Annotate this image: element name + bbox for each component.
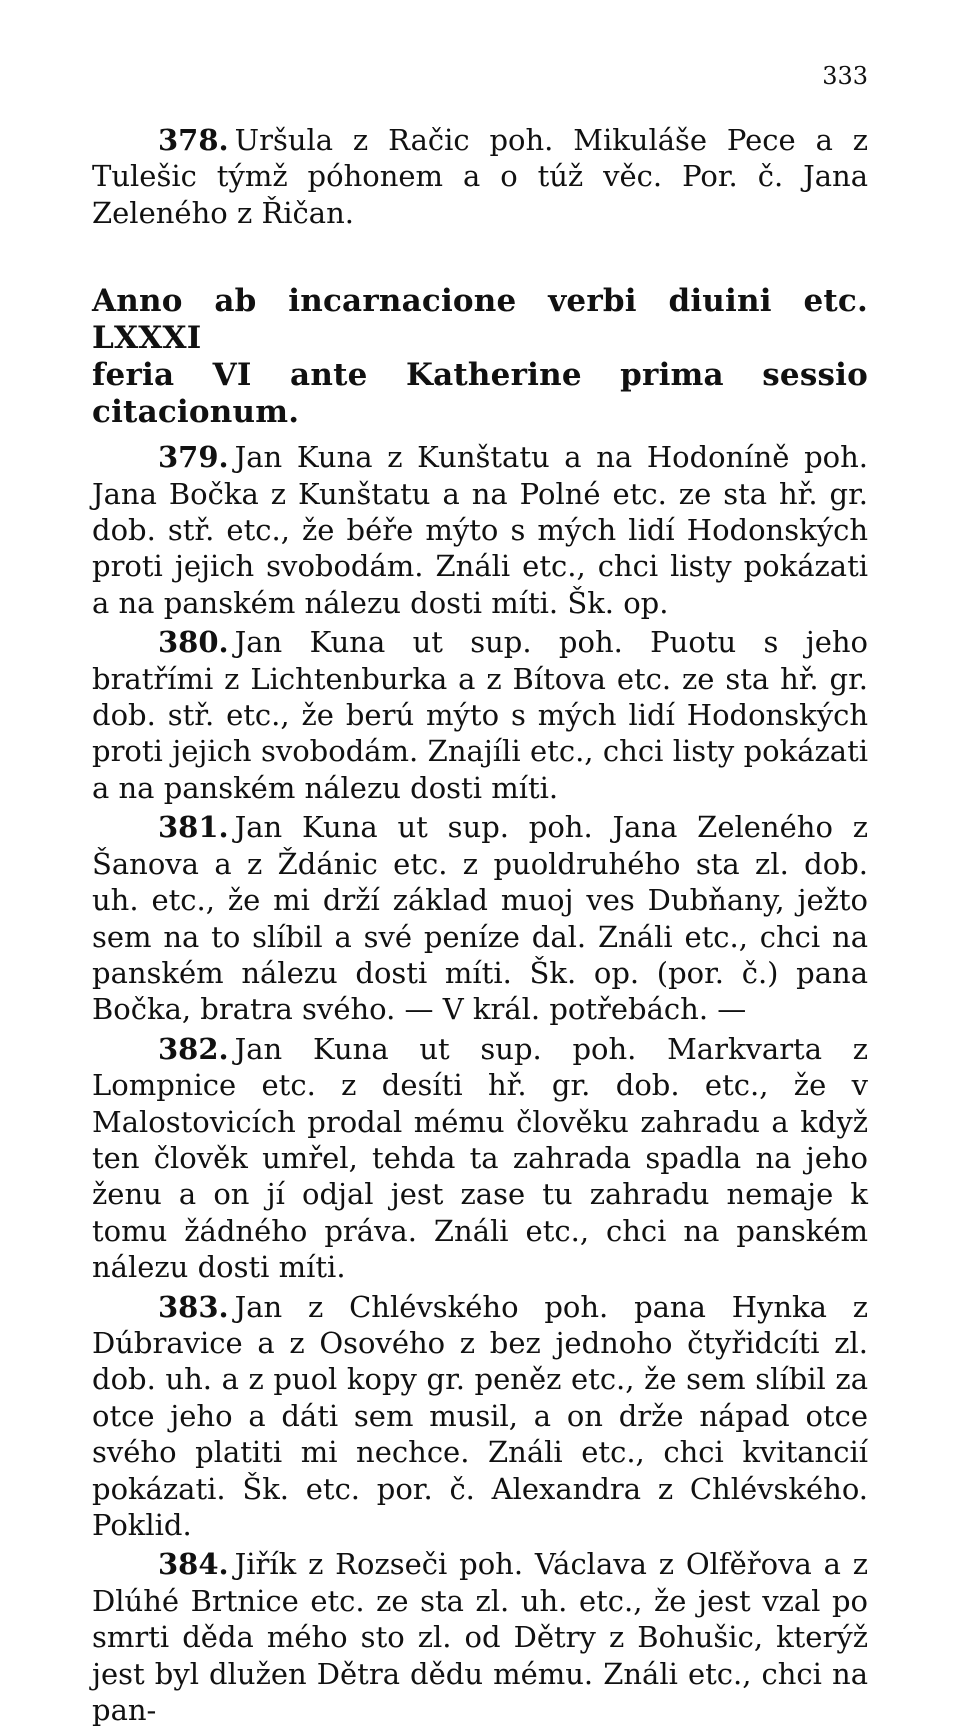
entry-384 bbox=[92, 1546, 868, 1728]
entry-number: 380. bbox=[158, 625, 229, 660]
heading-line-2: feria VI ante Katherine prima sessio citacionum. bbox=[92, 357, 868, 431]
entry-381 bbox=[92, 809, 868, 1027]
entry-number: 382. bbox=[158, 1031, 229, 1066]
entry-380 bbox=[92, 624, 868, 806]
entry-number: 381. bbox=[158, 810, 229, 845]
entry-379 bbox=[92, 439, 868, 621]
session-heading bbox=[92, 283, 868, 431]
entries-container bbox=[92, 122, 868, 1731]
entry-number: 383. bbox=[158, 1289, 229, 1324]
entry-text: Jan Kuna ut sup. poh. Markvarta z Lompnice etc. z desíti hř. gr. dob. etc., že v Malostovicích prodal mému člověku zahradu a když ten člověk umřel, tehda ta zahrada spadla na jeho ženu a on jí odjal jest zase tu zahradu nemaje k tomu žádného práva. Ználi etc., chci na panském nálezu dosti míti. bbox=[92, 1031, 868, 1285]
heading-line-1: Anno ab incarnacione verbi diuini etc. LXXXI bbox=[92, 283, 868, 357]
page-number: 333 bbox=[822, 62, 868, 90]
entry-number: 378. bbox=[158, 123, 229, 157]
entry-number: 379. bbox=[158, 440, 229, 475]
entry-378 bbox=[92, 122, 868, 231]
entry-text: Uršula z Račic poh. Mikuláše Pece a z Tulešic týmž póhonem a o túž věc. Por. č. Jana Zeleného z Řičan. bbox=[92, 123, 868, 230]
entry-text: Jan Kuna ut sup. poh. Jana Zeleného z Šanova a z Ždánic etc. z puoldruhého sta zl. dob. uh. etc., že mi drží základ muoj ves Dubňany, ježto sem na to slíbil a své peníze dal. Ználi etc., chci na panském nálezu dosti míti. Šk. op. (por. č.) pana Bočka, bratra svého. — V král. potřebách. — bbox=[92, 810, 868, 1027]
entry-text: Jan Kuna ut sup. poh. Puotu s jeho bratřími z Lichtenburka a z Bítova etc. ze sta hř. gr. dob. stř. etc., že berú mýto s mých lidí Hodonských proti jejich svobodám. Znajíli etc., chci listy pokázati a na panském nálezu dosti míti. bbox=[92, 625, 868, 805]
entry-382 bbox=[92, 1031, 868, 1286]
entry-text: Jan Kuna z Kunštatu a na Hodoníně poh. Jana Bočka z Kunštatu a na Polné etc. ze sta hř. gr. dob. stř. etc., že béře mýto s mých lidí Hodonských proti jejich svobodám. Ználi etc., chci listy pokázati a na panském nálezu dosti míti. Šk. op. bbox=[92, 440, 868, 620]
entry-text: Jiřík z Rozseči poh. Václava z Olfěřova a z Dlúhé Brtnice etc. ze sta zl. uh. etc., že jest vzal po smrti děda mého sto zl. od Dětry z Bohušic, kterýž jest byl dlužen Dětra dědu mému. Ználi etc., chci na pan- bbox=[92, 1547, 868, 1728]
entry-383 bbox=[92, 1289, 868, 1544]
entry-number: 384. bbox=[158, 1547, 229, 1582]
entry-text: Jan z Chlévského poh. pana Hynka z Dúbravice a z Osového z bez jednoho čtyřidcíti zl. dob. uh. a z puol kopy gr. peněz etc., že sem slíbil za otce jeho a dáti sem musil, a on drže nápad otce svého platiti mi nechce. Ználi etc., chci kvitancií pokázati. Šk. etc. por. č. Alexandra z Chlévského. Poklid. bbox=[92, 1289, 868, 1542]
